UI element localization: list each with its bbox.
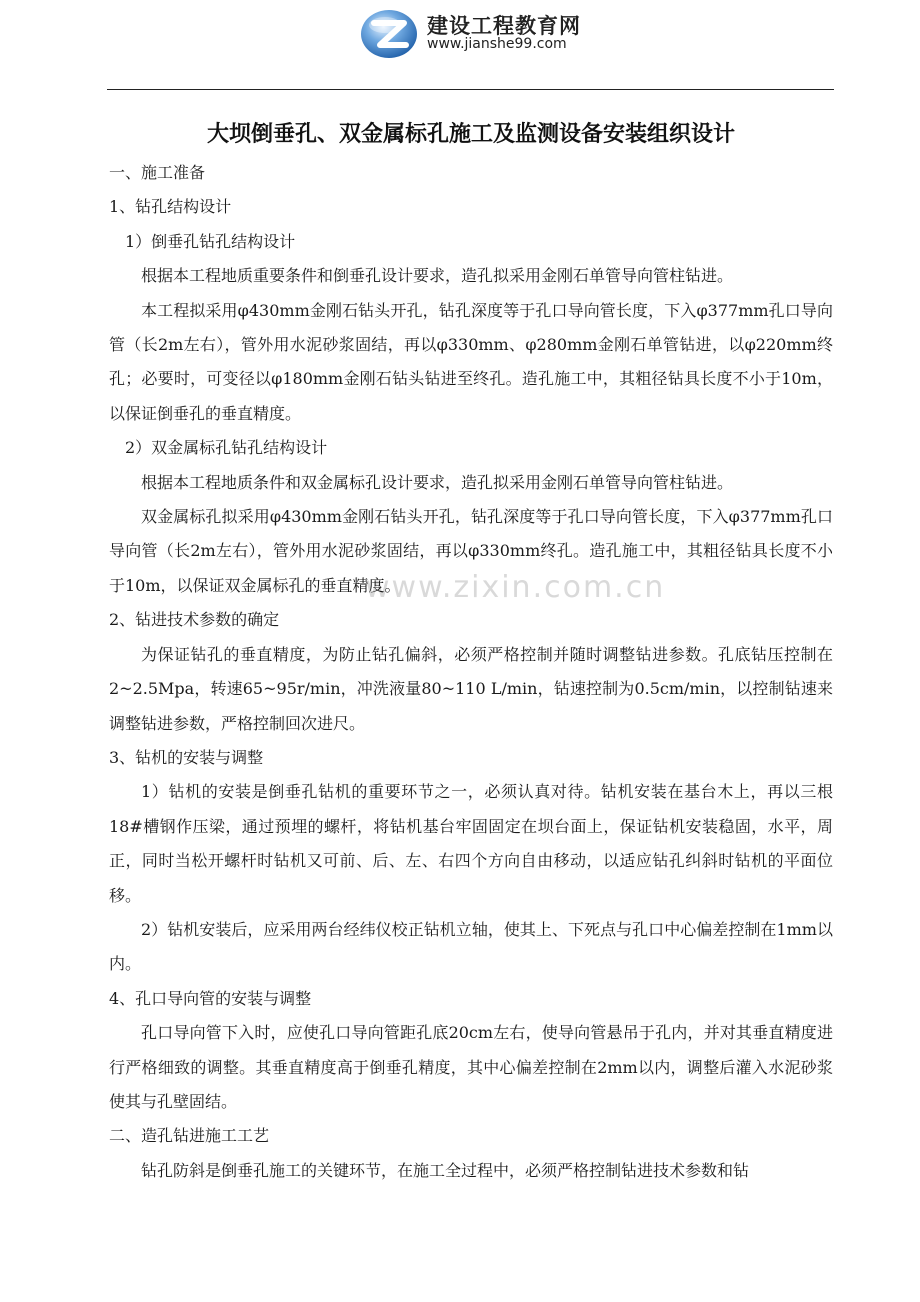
section-heading: 二、造孔钻进施工工艺 bbox=[109, 1126, 270, 1146]
document-body bbox=[109, 118, 833, 1188]
page-title: 大坝倒垂孔、双金属标孔施工及监测设备安装组织设计 bbox=[206, 122, 735, 147]
subsection-heading: 4、孔口导向管的安装与调整 bbox=[109, 988, 312, 1008]
sub-subsection-heading: 2）双金属标孔钻孔结构设计 bbox=[125, 438, 328, 458]
header-divider bbox=[107, 89, 834, 90]
paragraph: 为保证钻孔的垂直精度，为防止钻孔偏斜，必须严格控制并随时调整钻进参数。孔底钻压控制在2~2.5Mpa，转速65~95r/min，冲洗液量80~110 L/min，钻速控制为0.5cm/min，以控制钻速来调整钻进参数，严格控制回次进尺。 bbox=[109, 644, 833, 733]
paragraph: 根据本工程地质重要条件和倒垂孔设计要求，造孔拟采用金刚石单管导向管柱钻进。 bbox=[141, 266, 734, 286]
jianshe-logo-icon bbox=[358, 5, 422, 61]
paragraph: 钻孔防斜是倒垂孔施工的关键环节，在施工全过程中，必须严格控制钻进技术参数和钻 bbox=[141, 1160, 750, 1180]
paragraph: 双金属标孔拟采用φ430mm金刚石钻头开孔，钻孔深度等于孔口导向管长度，下入φ377mm孔口导向管（长2m左右），管外用水泥砂浆固结，再以φ330mm终孔。造孔施工中，其粗径钻具长度不小于10m，以保证双金属标孔的垂直精度。 bbox=[109, 507, 833, 595]
subsection-heading: 2、钻进技术参数的确定 bbox=[109, 610, 280, 630]
brand-url[interactable]: www.jianshe99.com bbox=[427, 36, 567, 52]
watermark: www.zixin.com.cn bbox=[365, 570, 666, 605]
paragraph: 1）钻机的安装是倒垂孔钻机的重要环节之一，必须认真对待。钻机安装在基台木上，再以三根18#槽钢作压梁，通过预埋的螺杆，将钻机基台牢固固定在坝台面上，保证钻机安装稳固，水平，周正，同时当松开螺杆时钻机又可前、后、左、右四个方向自由移动，以适应钻孔纠斜时钻机的平面位移。 bbox=[109, 782, 833, 905]
subsection-heading: 3、钻机的安装与调整 bbox=[109, 747, 264, 767]
sub-subsection-heading: 1）倒垂孔钻孔结构设计 bbox=[125, 231, 296, 251]
subsection-heading: 1、钻孔结构设计 bbox=[109, 197, 232, 217]
page-header bbox=[0, 0, 920, 92]
section-heading: 一、施工准备 bbox=[109, 163, 206, 182]
paragraph: 根据本工程地质条件和双金属标孔设计要求，造孔拟采用金刚石单管导向管柱钻进。 bbox=[141, 472, 734, 492]
paragraph: 孔口导向管下入时，应使孔口导向管距孔底20cm左右，使导向管悬吊于孔内，并对其垂直精度进行严格细致的调整。其垂直精度高于倒垂孔精度，其中心偏差控制在2mm以内，调整后灌入水泥砂浆使其与孔壁固结。 bbox=[109, 1023, 833, 1111]
paragraph: 2）钻机安装后，应采用两台经纬仪校正钻机立轴，使其上、下死点与孔口中心偏差控制在1mm以内。 bbox=[109, 919, 833, 974]
paragraph: 本工程拟采用φ430mm金刚石钻头开孔，钻孔深度等于孔口导向管长度，下入φ377mm孔口导向管（长2m左右），管外用水泥砂浆固结，再以φ330mm、φ280mm金刚石单管钻进，以φ220mm终孔；必要时，可变径以φ180mm金刚石钻头钻进至终孔。造孔施工中，其粗径钻具长度不小于10m，以保证倒垂孔的垂直精度。 bbox=[109, 300, 833, 423]
brand-name: 建设工程教育网 bbox=[427, 14, 581, 38]
